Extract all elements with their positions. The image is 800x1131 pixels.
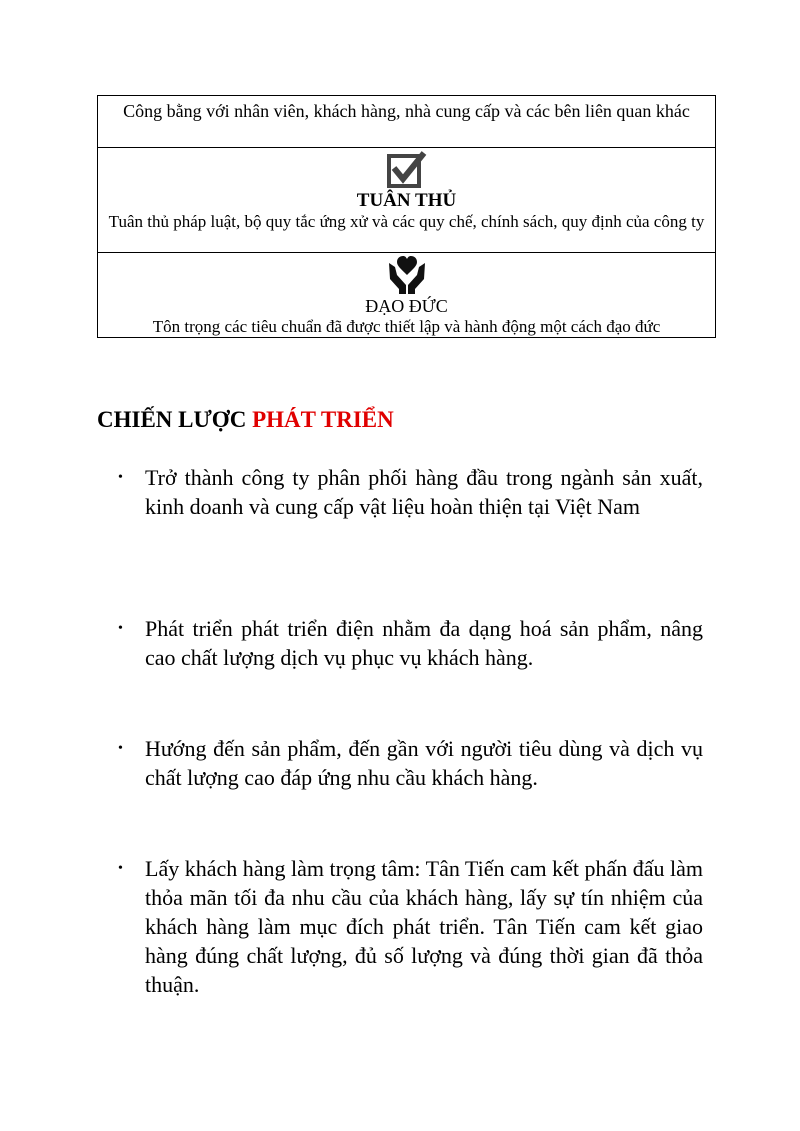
strategy-item <box>118 734 703 792</box>
value-row-compliance <box>98 148 716 253</box>
bullet-icon: • <box>118 861 123 876</box>
strategy-heading <box>97 405 394 435</box>
value-title: ĐẠO ĐỨC <box>365 296 448 316</box>
strategy-item <box>118 463 703 521</box>
strategy-item <box>118 614 703 672</box>
value-cell <box>98 148 716 253</box>
strategy-item-text: Phát triển phát triển điện nhằm đa dạng hoá sản phẩm, nâng cao chất lượng dịch vụ phục vụ khách hàng. <box>145 616 703 670</box>
checkbox-check-icon <box>104 150 709 190</box>
value-title: TUÂN THỦ <box>356 190 457 211</box>
bullet-icon: • <box>118 741 123 756</box>
strategy-item <box>118 854 704 999</box>
bullet-icon: • <box>118 621 123 636</box>
hands-heart-icon <box>104 255 709 295</box>
value-description: Tuân thủ pháp luật, bộ quy tắc ứng xử và các quy chế, chính sách, quy định của công ty <box>108 212 705 231</box>
value-cell <box>98 253 716 338</box>
value-cell <box>98 96 716 148</box>
bullet-icon: • <box>118 470 123 485</box>
core-values-table <box>97 95 716 338</box>
value-row-ethics <box>98 253 716 338</box>
strategy-item-text: Trở thành công ty phân phối hàng đầu trong ngành sản xuất, kinh doanh và cung cấp vật liệu hoàn thiện tại Việt Nam <box>145 465 703 519</box>
strategy-item-text: Hướng đến sản phẩm, đến gần với người tiêu dùng và dịch vụ chất lượng cao đáp ứng nhu cầu khách hàng. <box>145 736 703 790</box>
value-description: Tôn trọng các tiêu chuẩn đã được thiết lập và hành động một cách đạo đức <box>152 317 661 336</box>
value-row-fairness <box>98 96 716 148</box>
value-description: Công bằng với nhân viên, khách hàng, nhà cung cấp và các bên liên quan khác <box>123 101 690 121</box>
strategy-heading-red: PHÁT TRIỂN <box>252 407 394 432</box>
strategy-heading-black: CHIẾN LƯỢC <box>97 407 253 432</box>
strategy-item-text: Lấy khách hàng làm trọng tâm: Tân Tiến cam kết phấn đấu làm thỏa mãn tối đa nhu cầu của khách hàng, lấy sự tín nhiệm của khách hàng làm mục đích phát triển. Tân Tiến cam kết giao hàng đúng chất lượng, đủ số lượng và đúng thời gian đã thỏa thuận. <box>145 856 704 997</box>
